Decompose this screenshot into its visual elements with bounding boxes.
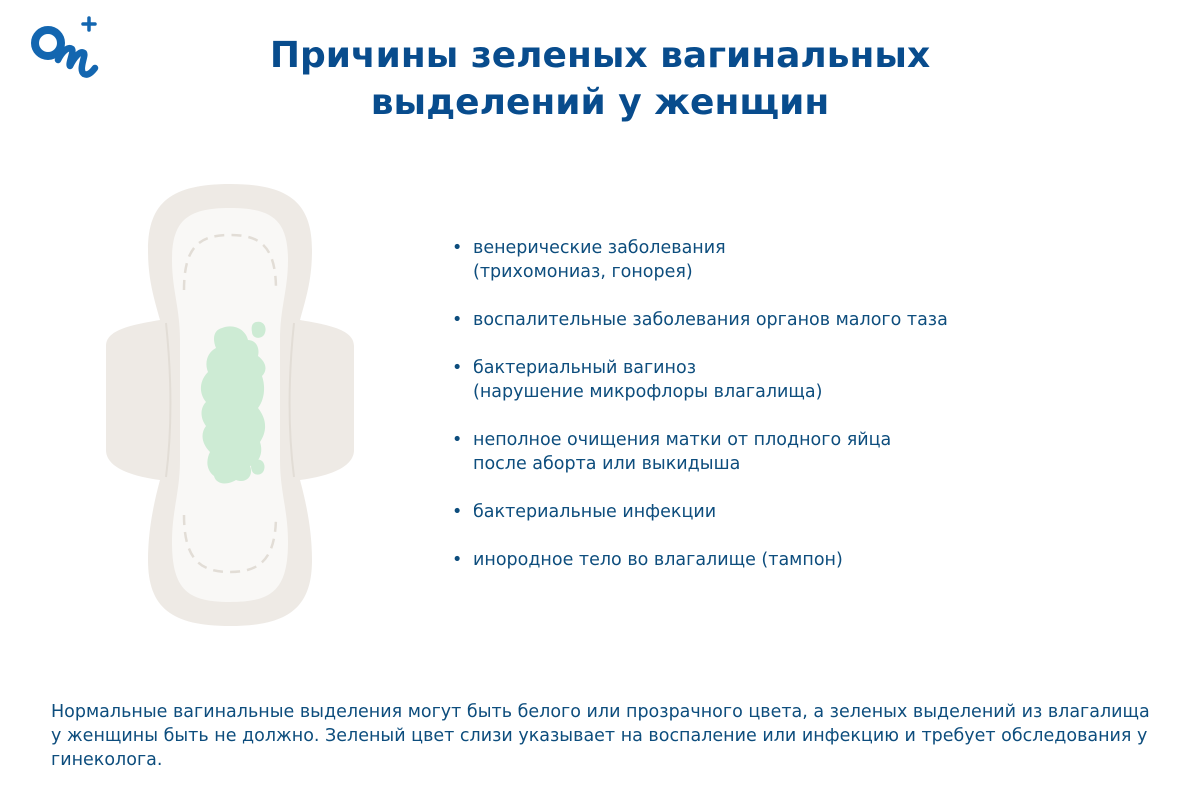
clinic-logo-icon [28,16,102,80]
cause-text: бактериальные инфекции [473,502,717,522]
bullet-icon: • [452,238,463,258]
page-title: Причины зеленых вагинальных выделений у женщин [269,35,931,123]
logo-letter-m [58,48,95,74]
cause-text: неполное очищения матки от плодного яйца после аборта или выкидыша [473,430,892,474]
cause-item [450,308,948,332]
causes-list [450,236,948,596]
bullet-icon: • [452,310,463,330]
cause-item [450,428,948,476]
sanitary-pad-icon [100,180,360,630]
bullet-icon: • [452,550,463,570]
logo-plus [83,18,95,30]
cause-item [450,236,948,284]
bullet-icon: • [452,502,463,522]
bullet-icon: • [452,358,463,378]
cause-item [450,548,948,572]
cause-text: воспалительные заболевания органов малого таза [473,310,948,330]
cause-text: бактериальный вагиноз (нарушение микрофлоры влагалища) [473,358,823,402]
green-discharge-drop-bottom [251,460,264,475]
green-discharge-drop-top [252,322,266,338]
cause-text: венерические заболевания (трихомониаз, гонорея) [473,238,726,282]
bullet-icon: • [452,430,463,450]
footer-note: Нормальные вагинальные выделения могут быть белого или прозрачного цвета, а зеленых выделений из влагалища у женщины быть не должно. Зеленый цвет слизи указывает на воспаление или инфекцию и требует обследования у гинеколога. [51,702,1150,770]
cause-item [450,500,948,524]
cause-text: инородное тело во влагалище (тампон) [473,550,843,570]
cause-item [450,356,948,404]
logo-ring [35,30,61,56]
